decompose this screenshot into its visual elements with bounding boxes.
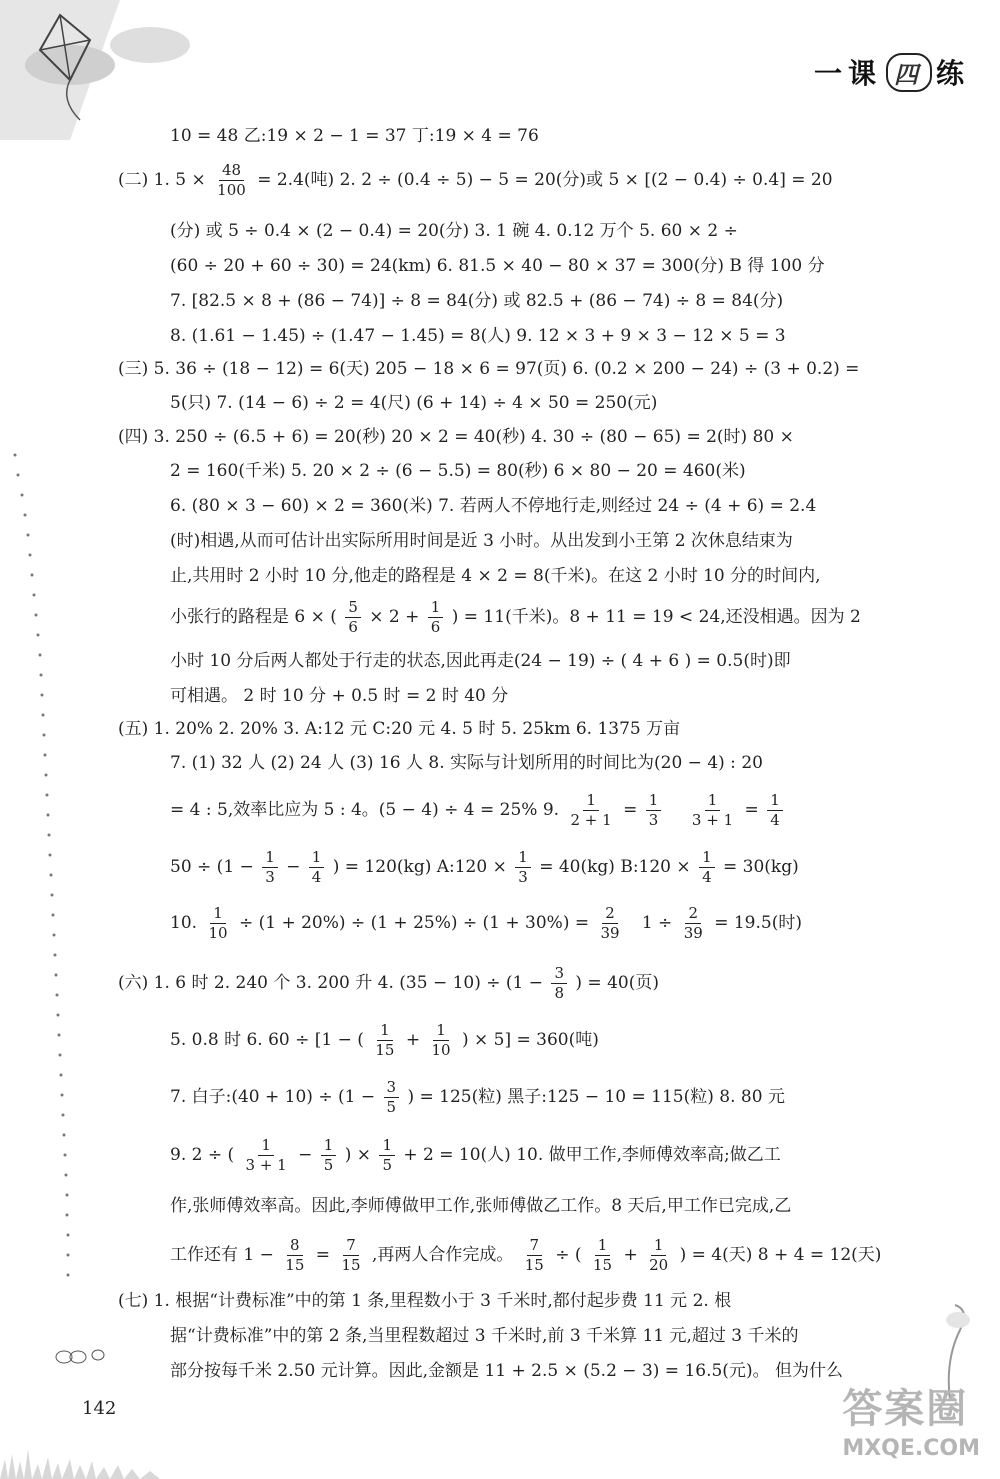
kite-cloud-illustration — [0, 0, 220, 140]
text-seg: − — [298, 1145, 313, 1165]
brand-right: 练 — [935, 57, 970, 90]
numerator: 1 — [583, 793, 599, 811]
page-number: 142 — [82, 1398, 117, 1419]
grass-decoration — [0, 1419, 180, 1479]
numerator: 1 — [309, 850, 325, 868]
watermark-main: 答案圈 — [842, 1386, 969, 1432]
brand-mid: 四 — [886, 53, 932, 92]
numerator: 1 — [210, 906, 226, 924]
text-seg: 小张行的路程是 6 × ( — [170, 607, 337, 627]
text-line: 8. (1.61 − 1.45) ÷ (1.47 − 1.45) = 8(人) 9. 12 × 3 + 9 × 3 − 12 × 5 = 3 — [170, 326, 786, 346]
text-line: 10 = 48 乙:19 × 2 − 1 = 37 丁:19 × 4 = 76 — [170, 126, 539, 146]
fraction — [646, 1238, 671, 1273]
text-seg: − — [286, 857, 301, 877]
numerator: 1 — [515, 850, 531, 868]
numerator: 1 — [428, 600, 444, 618]
denominator: 5 — [382, 1156, 392, 1174]
fraction — [372, 1023, 397, 1058]
text-seg: = 30(kg) — [723, 857, 799, 877]
numerator: 48 — [219, 163, 244, 181]
text-line: 7. (1) 32 人 (2) 24 人 (3) 16 人 8. 实际与计划所用的时间比为(20 − 4) : 20 — [170, 753, 763, 773]
text-line — [170, 1138, 781, 1173]
text-line: (四) 3. 250 ÷ (6.5 + 6) = 20(秒) 20 × 2 = 40(秒) 4. 30 ÷ (80 − 65) = 2(时) 80 × — [118, 427, 794, 447]
text-line: 小时 10 分后两人都处于行走的状态,因此再走(24 − 19) ÷ ( 4 + 6 ) = 0.5(时)即 — [170, 651, 791, 671]
text-seg: ) = 4(天) 8 + 4 = 12(天) — [679, 1245, 882, 1265]
denominator: 39 — [683, 924, 703, 942]
denominator: 6 — [348, 618, 358, 636]
fraction — [282, 1238, 307, 1273]
fraction — [379, 1138, 395, 1173]
text-line: 6. (80 × 3 − 60) × 2 = 360(米) 7. 若两人不停地行走,则经过 24 ÷ (4 + 6) = 2.4 — [170, 496, 817, 516]
numerator: 1 — [379, 1138, 395, 1156]
denominator: 3 — [518, 868, 528, 886]
text-seg: 10. — [170, 913, 198, 933]
text-seg: 50 ÷ (1 − — [170, 857, 254, 877]
numerator: 1 — [699, 850, 715, 868]
text-line: (分) 或 5 ÷ 0.4 × (2 − 0.4) = 20(分) 3. 1 碗 4. 0.12 万个 5. 60 × 2 ÷ — [170, 221, 738, 241]
fraction — [567, 793, 614, 828]
text-seg: = 4 : 5,效率比应为 5 : 4。(5 − 4) ÷ 4 = 25% 9. — [170, 800, 560, 820]
denominator: 3 + 1 — [691, 811, 734, 829]
denominator: 2 + 1 — [570, 811, 612, 829]
denominator: 4 — [702, 868, 712, 886]
fraction — [428, 600, 444, 635]
fraction — [598, 906, 623, 941]
numerator: 7 — [527, 1238, 543, 1256]
text-line — [170, 600, 861, 635]
text-seg: 7. 白子:(40 + 10) ÷ (1 − — [170, 1087, 376, 1107]
fraction — [309, 850, 325, 885]
text-seg: + — [623, 1245, 638, 1265]
numerator: 1 — [651, 1238, 667, 1256]
fraction — [767, 793, 783, 828]
text-seg: = — [315, 1245, 331, 1265]
denominator: 4 — [770, 811, 780, 829]
watermark-sub: MXQE.COM — [842, 1436, 980, 1461]
denominator: 5 — [386, 1098, 397, 1116]
numerator: 3 — [384, 1080, 400, 1098]
text-line: 作,张师傅效率高。因此,李师傅做甲工作,张师傅做乙工作。8 天后,甲工作已完成,乙 — [170, 1196, 792, 1216]
numerator: 3 — [551, 966, 567, 984]
text-line — [118, 163, 833, 198]
text-line: (七) 1. 根据“计费标准”中的第 1 条,里程数小于 3 千米时,都付起步费 11 元 2. 根 — [118, 1291, 732, 1311]
text-line — [170, 793, 786, 828]
text-seg: ) × 5] = 360(吨) — [461, 1030, 599, 1050]
numerator: 5 — [345, 600, 361, 618]
text-seg: ) = 40(页) — [575, 973, 659, 993]
text-line: 部分按每千米 2.50 元计算。因此,金额是 11 + 2.5 × (5.2 − 3) = 16.5(元)。 但为什么 — [170, 1361, 843, 1381]
denominator: 15 — [285, 1256, 305, 1274]
numerator: 7 — [343, 1238, 359, 1256]
fraction — [515, 850, 531, 885]
text-seg: ÷ ( — [555, 1245, 582, 1265]
fraction — [689, 793, 736, 828]
brand-title — [814, 52, 970, 92]
denominator: 3 — [648, 811, 659, 829]
text-seg: ) = 11(千米)。8 + 11 = 19 < 24,还没相遇。因为 2 — [451, 607, 861, 627]
numerator: 1 — [258, 1138, 274, 1156]
fraction — [522, 1238, 547, 1273]
text-seg: ) = 120(kg) A:120 × — [332, 857, 507, 877]
butterfly-icon — [52, 1345, 112, 1375]
fraction — [384, 1080, 400, 1115]
text-seg: + — [405, 1030, 421, 1050]
numerator: 1 — [321, 1138, 337, 1156]
fraction — [205, 906, 230, 941]
text-line — [118, 966, 659, 1001]
denominator: 5 — [323, 1156, 334, 1174]
fraction — [590, 1238, 615, 1273]
fraction — [214, 163, 249, 198]
brand-left: 一课 — [813, 57, 882, 90]
text-seg: = 2.4(吨) 2. 2 ÷ (0.4 ÷ 5) − 5 = 20(分)或 5 × [(2 − 0.4) ÷ 0.4] = 20 — [257, 170, 833, 190]
text-line: 可相遇。 2 时 10 分 + 0.5 时 = 2 时 40 分 — [170, 686, 509, 706]
fraction — [646, 793, 662, 828]
denominator: 6 — [430, 618, 441, 636]
text-seg: ,再两人合作完成。 — [371, 1245, 514, 1265]
denominator: 15 — [375, 1041, 395, 1059]
fraction — [243, 1138, 290, 1173]
fraction — [681, 906, 706, 941]
numerator: 1 — [646, 793, 662, 811]
text-line: (三) 5. 36 ÷ (18 − 12) = 6(天) 205 − 18 × 6 = 97(页) 6. (0.2 × 200 − 24) ÷ (3 + 0.2) = — [118, 359, 860, 379]
text-seg: (六) 1. 6 时 2. 240 个 3. 200 升 4. (35 − 10) ÷ (1 − — [118, 973, 544, 993]
denominator: 4 — [311, 868, 322, 886]
fraction — [551, 966, 567, 1001]
fraction — [321, 1138, 337, 1173]
denominator: 15 — [524, 1256, 544, 1274]
denominator: 10 — [431, 1041, 451, 1059]
denominator: 8 — [554, 984, 564, 1002]
text-seg: ÷ (1 + 20%) ÷ (1 + 25%) ÷ (1 + 30%) = — [238, 913, 590, 933]
numerator: 2 — [685, 906, 701, 924]
text-seg: = — [744, 800, 759, 820]
text-seg: + 2 = 10(人) 10. 做甲工作,李师傅效率高;做乙工 — [403, 1145, 781, 1165]
text-line: 2 = 160(千米) 5. 20 × 2 ÷ (6 − 5.5) = 80(秒) 6 × 80 − 20 = 460(米) — [170, 461, 746, 481]
text-seg: = 19.5(时) — [714, 913, 802, 933]
denominator: 10 — [208, 924, 228, 942]
numerator: 1 — [262, 850, 278, 868]
text-seg: 1 ÷ — [641, 913, 673, 933]
fraction — [428, 1023, 453, 1058]
text-line — [170, 1238, 881, 1273]
numerator: 1 — [595, 1238, 611, 1256]
text-seg: = — [623, 800, 638, 820]
text-line — [170, 850, 799, 885]
denominator: 15 — [592, 1256, 613, 1274]
numerator: 1 — [767, 793, 783, 811]
text-line: 止,共用时 2 小时 10 分,他走的路程是 4 × 2 = 8(千米)。在这 2 小时 10 分的时间内, — [170, 566, 821, 586]
text-line: (五) 1. 20% 2. 20% 3. A:12 元 C:20 元 4. 5 时 5. 25km 6. 1375 万亩 — [118, 719, 681, 739]
fraction — [338, 1238, 363, 1273]
denominator: 3 + 1 — [245, 1156, 287, 1174]
denominator: 39 — [600, 924, 620, 942]
dotted-margin-decoration — [10, 450, 70, 1350]
text-line — [170, 906, 802, 941]
text-seg: ) × — [344, 1145, 372, 1165]
numerator: 2 — [602, 906, 618, 924]
text-line: 据“计费标准”中的第 2 条,当里程数超过 3 千米时,前 3 千米算 11 元,超过 3 千米的 — [170, 1326, 799, 1346]
text-seg: 工作还有 1 − — [170, 1245, 274, 1265]
text-line: 5(只) 7. (14 − 6) ÷ 2 = 4(尺) (6 + 14) ÷ 4 × 50 = 250(元) — [170, 393, 658, 413]
numerator: 1 — [433, 1023, 449, 1041]
text-seg: × 2 + — [369, 607, 420, 627]
text-seg: = 40(kg) B:120 × — [539, 857, 691, 877]
text-line: (60 ÷ 20 + 60 ÷ 30) = 24(km) 6. 81.5 × 40 − 80 × 37 = 300(分) B 得 100 分 — [170, 256, 825, 276]
denominator: 100 — [217, 181, 246, 199]
fraction — [262, 850, 278, 885]
text-seg: (二) 1. 5 × — [118, 170, 206, 190]
fraction — [345, 600, 361, 635]
text-line: 7. [82.5 × 8 + (86 − 74)] ÷ 8 = 84(分) 或 82.5 + (86 − 74) ÷ 8 = 84(分) — [170, 291, 784, 311]
text-line: (时)相遇,从而可估计出实际所用时间是近 3 小时。从出发到小王第 2 次休息结束为 — [170, 531, 793, 551]
denominator: 15 — [341, 1256, 361, 1274]
text-seg: 9. 2 ÷ ( — [170, 1145, 235, 1165]
watermark — [842, 1377, 980, 1461]
denominator: 20 — [649, 1256, 669, 1274]
numerator: 1 — [705, 793, 721, 811]
text-seg: ) = 125(粒) 黑子:125 − 10 = 115(粒) 8. 80 元 — [407, 1087, 785, 1107]
numerator: 1 — [377, 1023, 393, 1041]
text-line — [170, 1023, 599, 1058]
denominator: 3 — [265, 868, 275, 886]
numerator: 8 — [287, 1238, 303, 1256]
text-seg: 5. 0.8 时 6. 60 ÷ [1 − ( — [170, 1030, 364, 1050]
text-line — [170, 1080, 785, 1115]
fraction — [699, 850, 715, 885]
